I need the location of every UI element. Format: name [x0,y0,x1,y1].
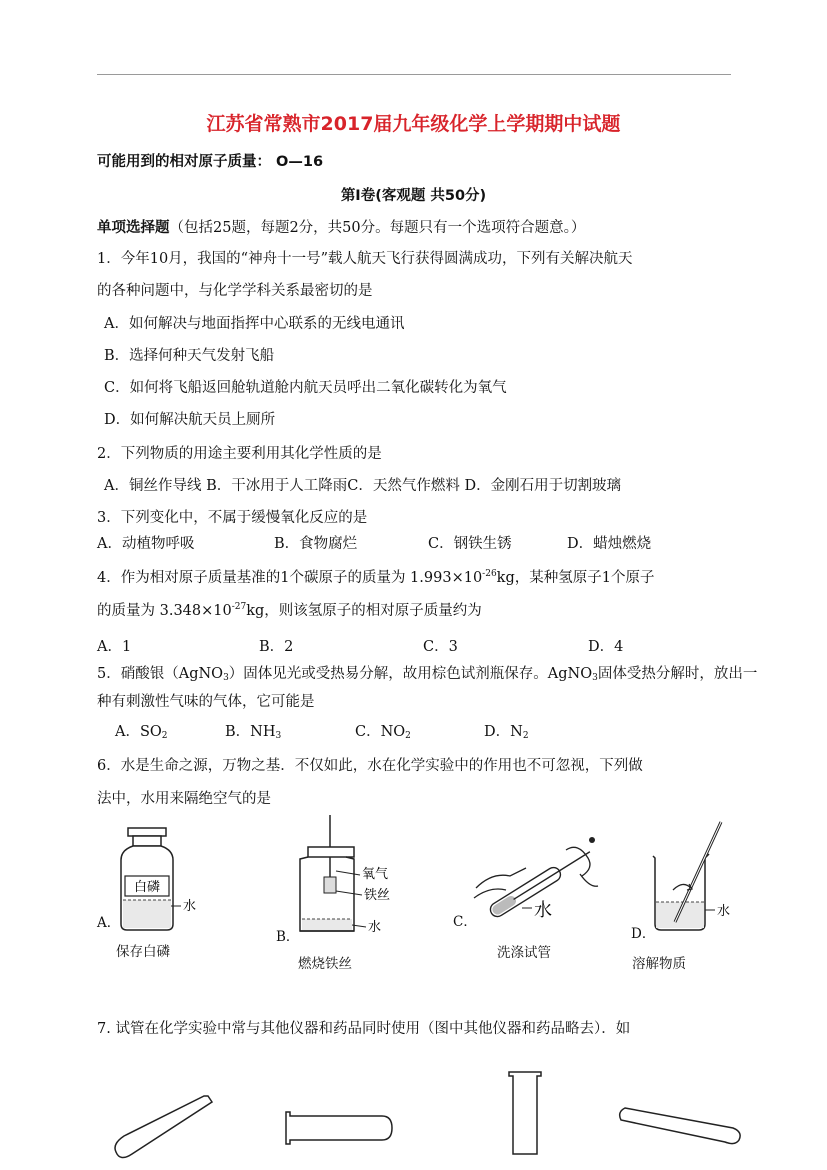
q1-option-d: D．如何解决航天员上厕所 [104,412,276,428]
q1-option-b: B．选择何种天气发射飞船 [104,348,275,364]
q1-line2: 的各种问题中，与化学学科关系最密切的是 [97,283,373,299]
figure-c-letter: C． [453,914,477,930]
figure-c-caption: 洗涤试管 [497,945,551,961]
q2-stem: 2．下列物质的用途主要利用其化学性质的是 [97,446,382,462]
figure-a-jar-label: 白磷 [133,880,161,895]
page-title: 江苏省常熟市2017届九年级化学上学期期中试题 [206,113,621,135]
q1-option-a: A．如何解决与地面指挥中心联系的无线电通讯 [104,316,405,332]
q7-line1: 7. 试管在化学实验中常与其他仪器和药品同时使用（图中其他仪器和药品略去）．如 [97,1021,631,1037]
figure-a-water-label: 水 [183,899,197,914]
q4-option-a: A．1 [97,639,132,655]
q5-option-c: C．$NO_2$ [355,724,411,741]
figure-c-water-label: 水 [534,900,552,921]
q4-line2: 的质量为 $3.348\times 10^{-27}kg$，则该氢原子的相对原子质量约为 [97,602,482,619]
figure-d-beaker [645,818,745,938]
figure-b-jar [290,815,410,940]
figure-d-letter: D． [631,926,656,942]
q6-line1: 6．水是生命之源，万物之基．不仅如此，水在化学实验中的作用也不可忽视，下列做 [97,758,643,774]
q3-option-b: B．食物腐烂 [274,536,358,552]
q3-option-c: C．钢铁生锈 [428,536,512,552]
q7-tube-slight-tilt [615,1098,745,1148]
q6-line2: 法中，水用来隔绝空气的是 [97,791,271,807]
q7-tube-tilted [108,1090,218,1165]
figure-b-letter: B． [276,929,300,945]
figure-b-wire-label: 铁丝 [364,888,391,903]
instructions-heading: 单项选择题 [97,220,170,236]
q4-line1: 4．作为相对原子质量基准的1个碳原子的质量为 $1.993\times 10^{-26}kg$，某种氢原子1个原子 [97,569,655,586]
figure-d-water-label: 水 [717,904,731,919]
q3-stem: 3．下列变化中，不属于缓慢氧化反应的是 [97,510,368,526]
figure-d-caption: 溶解物质 [632,956,686,972]
q5-option-a: A．$SO_2$ [115,724,168,741]
q4-option-b: B．2 [259,639,294,655]
figure-c-washing [470,828,610,928]
q1-option-c: C．如何将飞船返回舱轨道舱内航天员呼出二氧化碳转化为氧气 [104,380,507,396]
figure-a-caption: 保存白磷 [116,944,170,960]
figure-b-water-label: 水 [368,920,382,935]
header-rule [97,74,731,75]
q5-option-b: B．$NH_3$ [225,724,282,741]
figure-b-oxygen-label: 氧气 [362,867,389,882]
q7-tube-horizontal [284,1110,394,1150]
q5-line2: 种有刺激性气味的气体，它可能是 [97,694,315,710]
atomic-mass-note: 可能用到的相对原子质量： O—16 [97,154,324,170]
q5-line1: 5．硝酸银（AgNO$_3$）固体见光或受热易分解，故用棕色试剂瓶保存。AgNO$_3$固体受热分解时，放出一 [97,666,758,683]
section-heading: 第Ⅰ卷(客观题 共50分) [340,188,487,204]
instructions [97,216,585,237]
q4-option-d: D．4 [588,639,624,655]
figure-b-caption: 燃烧铁丝 [298,956,352,972]
q7-tube-upright [505,1068,545,1158]
q2-options: A．铜丝作导线 B．干冰用于人工降雨C．天然气作燃料 D．金刚石用于切割玻璃 [104,478,622,494]
q3-option-d: D．蜡烛燃烧 [567,536,652,552]
q4-option-c: C．3 [423,639,458,655]
instructions-text: （包括25题，每题2分，共50分。每题只有一个选项符合题意。） [169,220,586,236]
q5-option-d: D．$N_2$ [484,724,529,741]
q1-line1: 1．今年10月，我国的“神舟十一号”载人航天飞行获得圆满成功，下列有关解决航天 [97,251,633,267]
q3-option-a: A．动植物呼吸 [97,536,195,552]
figure-a-letter: A． [97,915,121,931]
